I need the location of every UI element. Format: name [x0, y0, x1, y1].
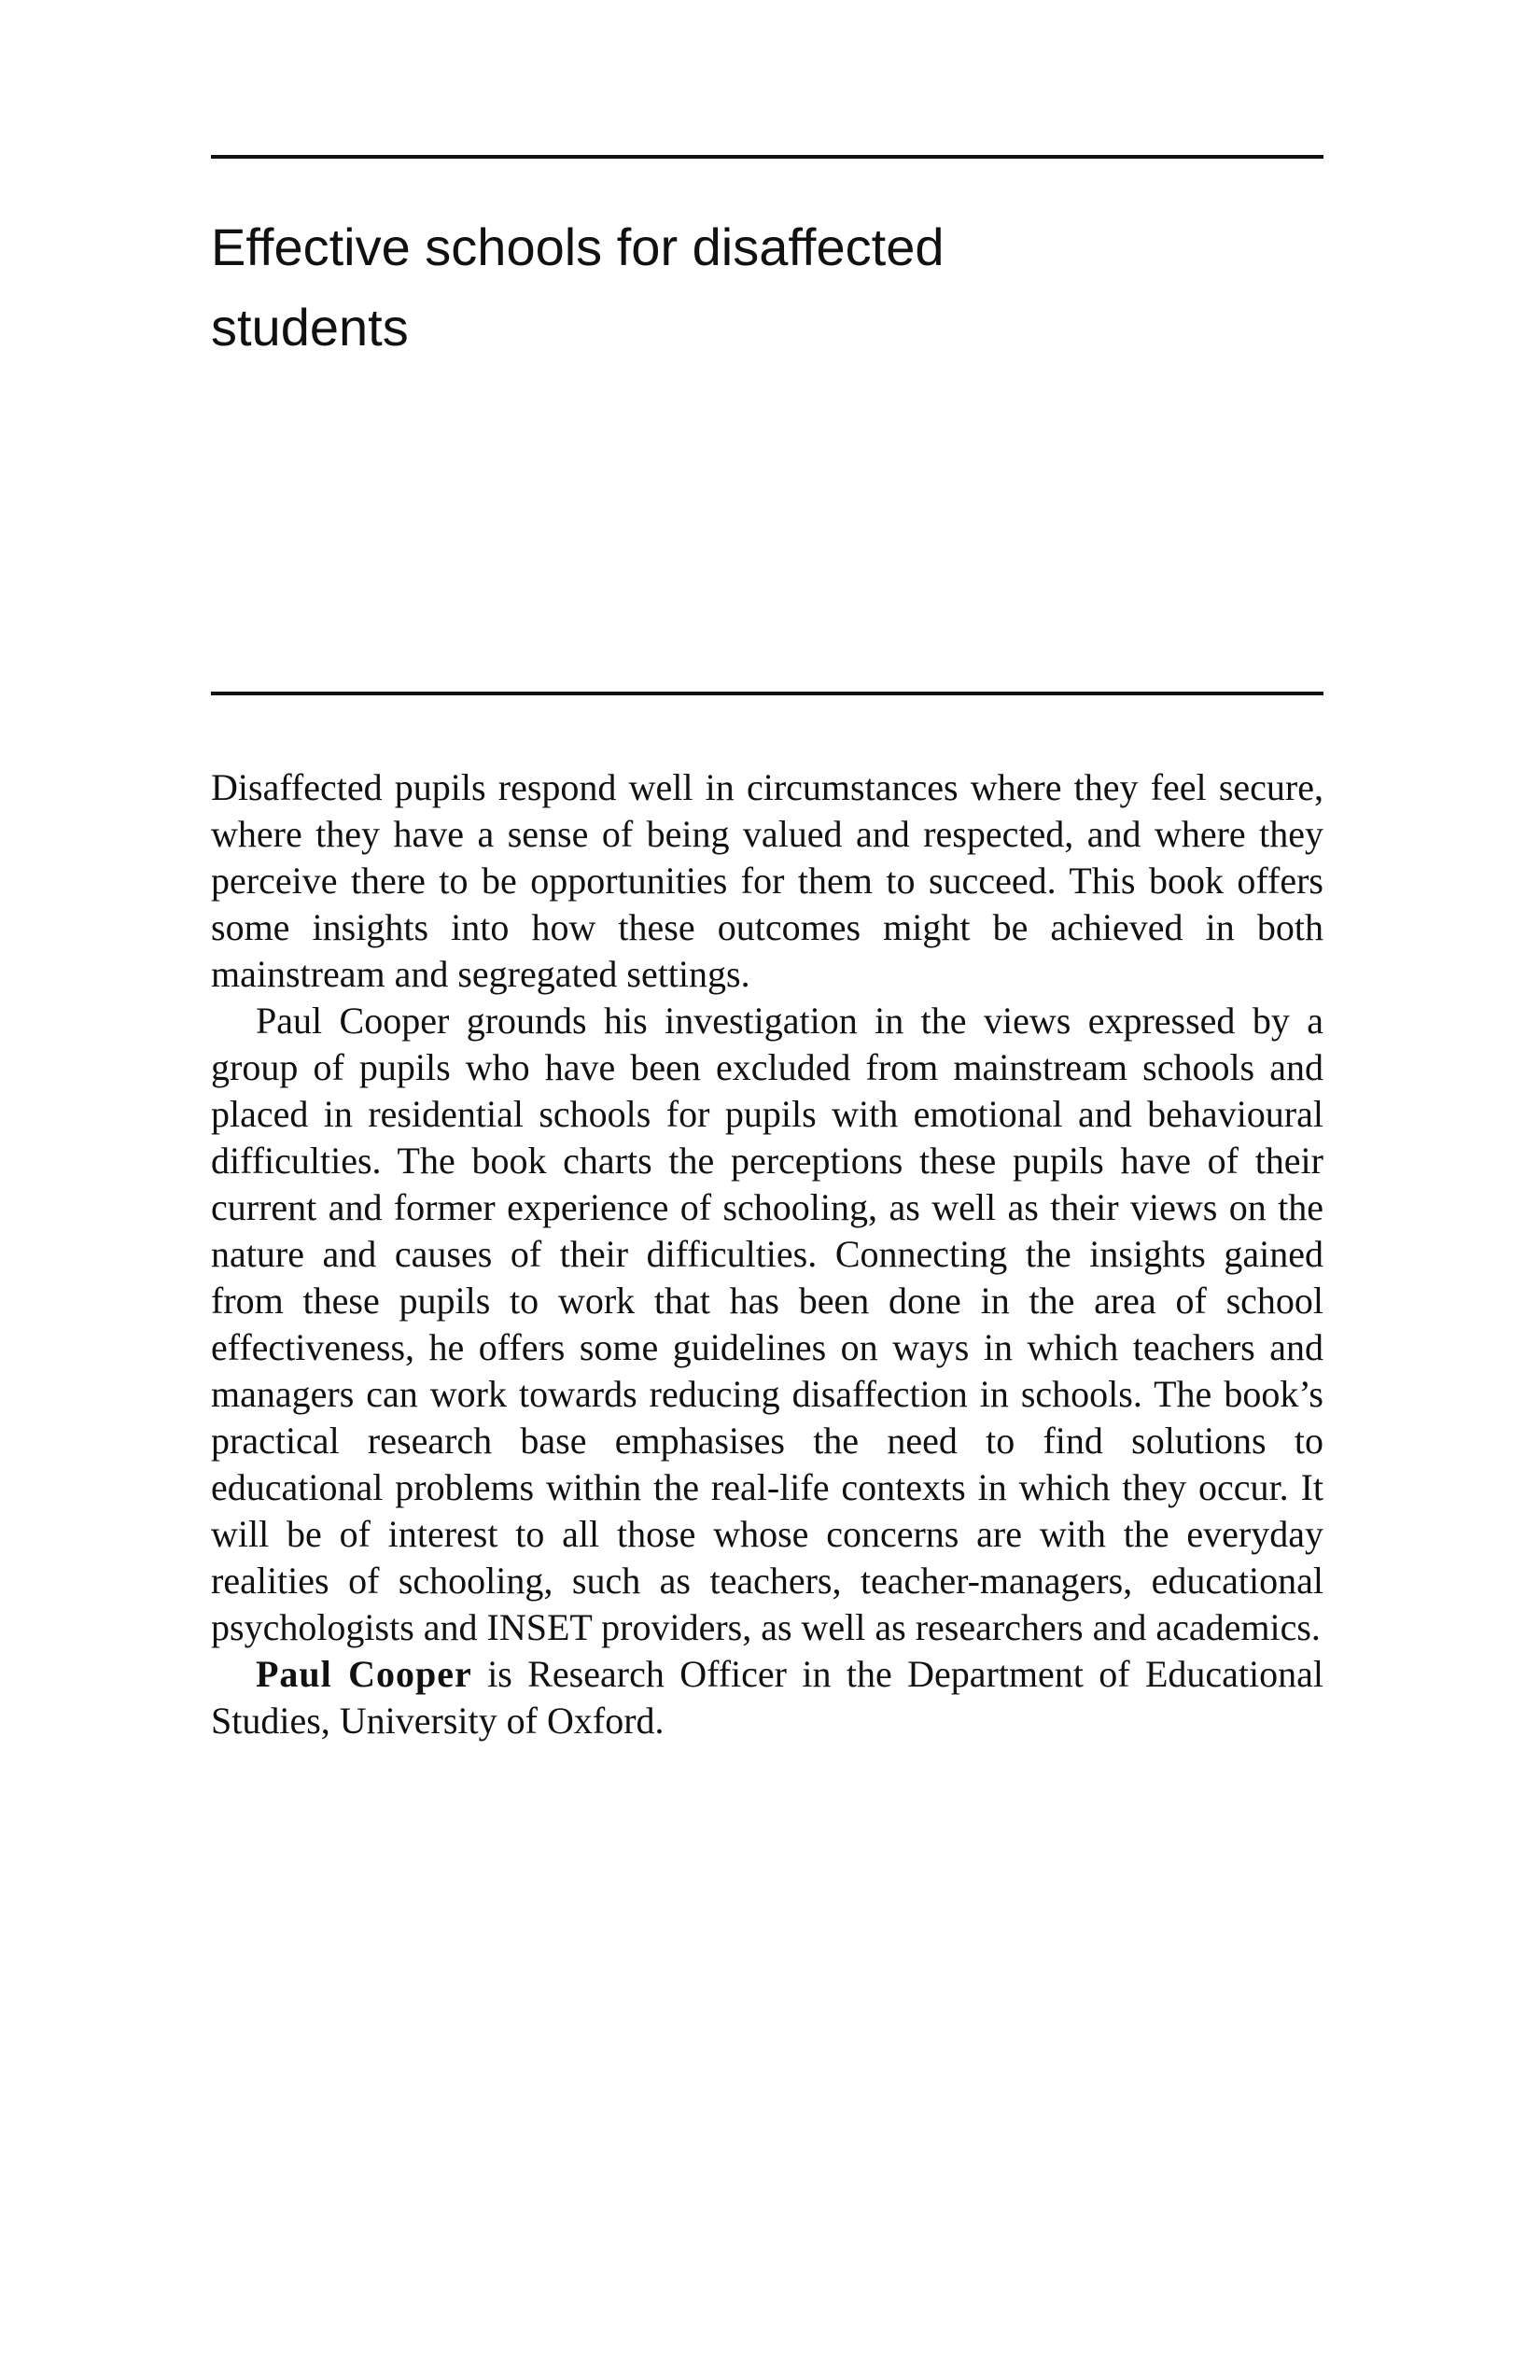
blurb-paragraph-1: Disaffected pupils respond well in circumstances where they feel secure, where they have a sense of being valued and respected, and where they perceive there to be opportunities for them to succeed. This book offers some insights into how these outcomes might be achieved in both mainstream and segregated settings. — [211, 766, 1323, 995]
top-rule — [211, 155, 1323, 159]
title-line-2: students — [211, 298, 409, 357]
blurb-paragraph-2: Paul Cooper grounds his investigation in the views expressed by a group of pupils who have been excluded from mainstream schools and placed in residential schools for pupils with emotional and behavioural difficulties. The book charts the perceptions these pupils have of their current and former experience of schooling, as well as their views on the nature and causes of their difficulties. Connecting the insights gained from these pupils to work that has been done in the area of school effectiveness, he offers some guidelines on ways in which teachers and managers can work towards reducing disaffection in schools. The book’s practical research base emphasises the need to find solutions to educational problems within the real-life contexts in which they occur. It will be of interest to all those whose concerns are with the everyday realities of schooling, such as teachers, teacher-managers, educational psychologists and INSET providers, as well as researchers and academics. — [211, 1000, 1323, 1648]
author-bio-text: is Research Officer in the Department of Educational Studies, University of Oxford. — [211, 1653, 1323, 1742]
author-name: Paul Cooper — [256, 1653, 472, 1695]
middle-rule — [211, 692, 1323, 695]
book-title — [211, 207, 1144, 368]
title-line-1: Effective schools for disaffected — [211, 217, 945, 276]
blurb-text — [211, 764, 1323, 1744]
author-bio — [211, 1651, 1323, 1744]
